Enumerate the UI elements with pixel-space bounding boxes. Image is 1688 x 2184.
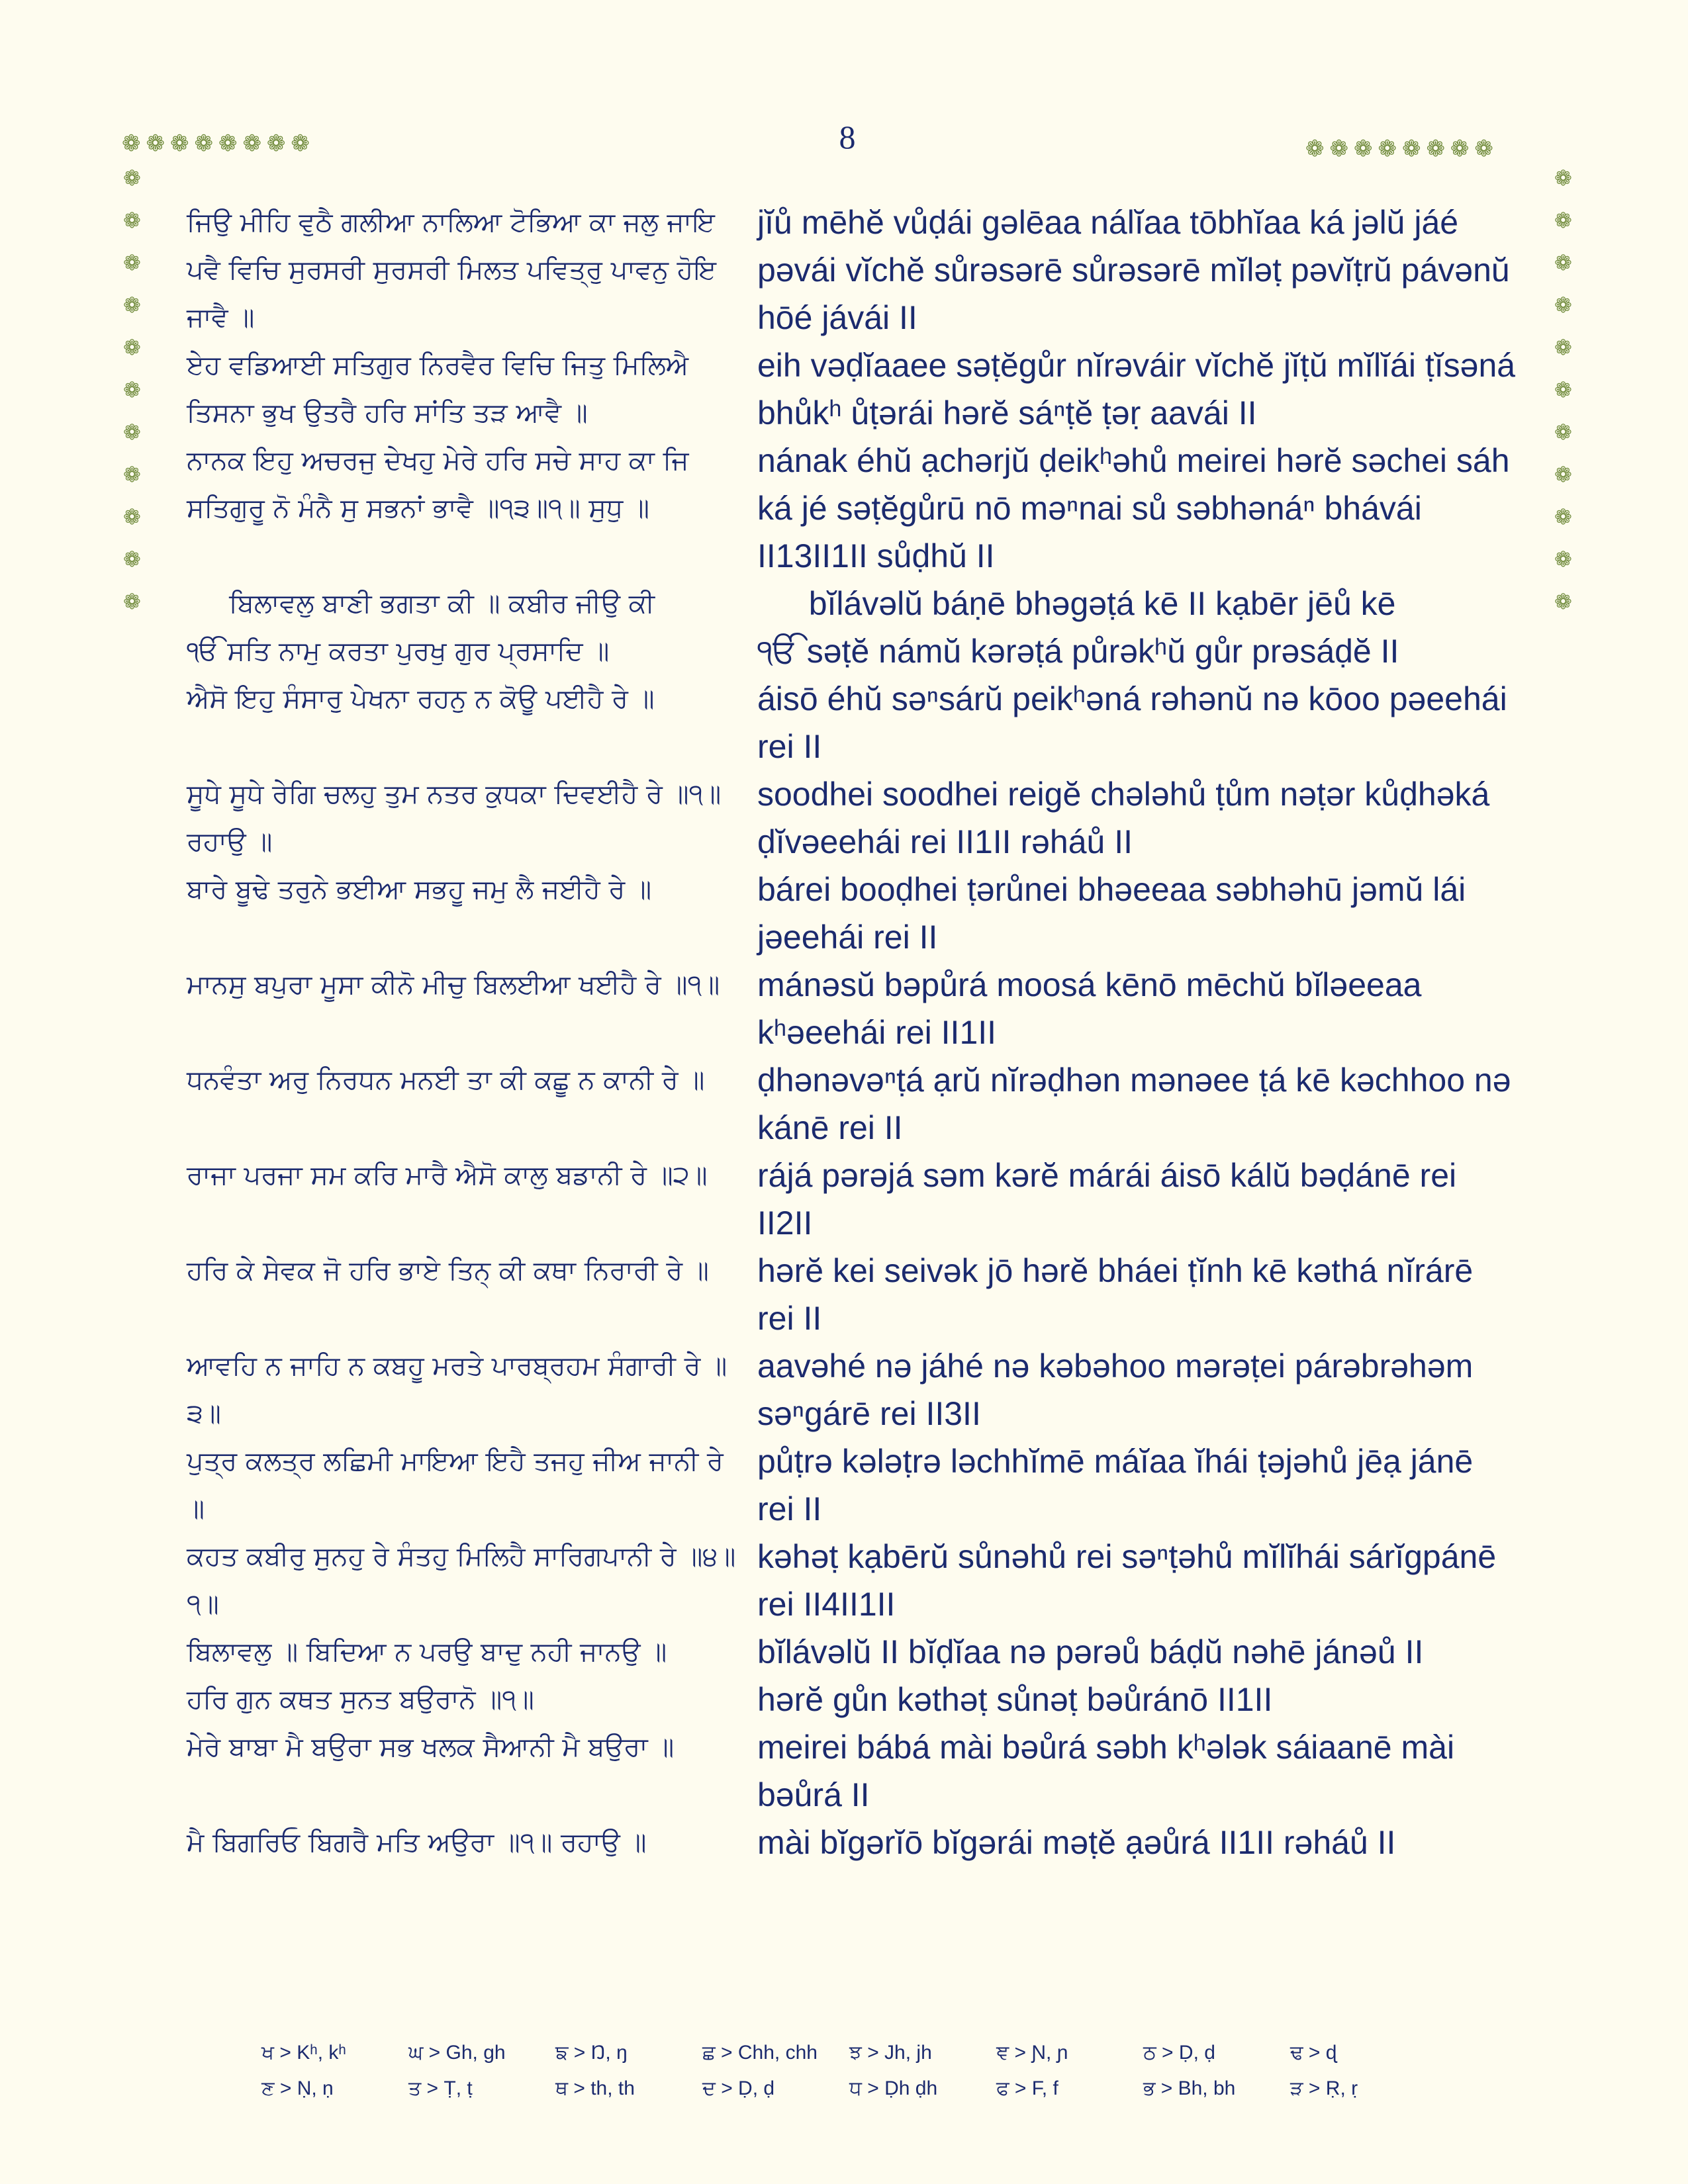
transliteration-text: áisō éhŭ səⁿsárŭ peikʰəná rəhənŭ nə kōoo pəeehái rei II	[757, 680, 1507, 765]
verse-row	[187, 1676, 1524, 1723]
gurmukhi-text: ਰਾਜਾ ਪਰਜਾ ਸਮ ਕਰਿ ਮਾਰੈ ਐਸੋ ਕਾਲੁ ਬਡਾਨੀ ਰੇ ॥੨॥	[187, 1160, 708, 1191]
legend-item: ਘ > Gh, gh	[408, 2042, 506, 2064]
legend-item: ਦ > Ḍ, ḍ	[702, 2077, 775, 2099]
transliteration-text: rájá pərəjá səm kərĕ márái áisō kálŭ bəḍánē rei II2II	[757, 1157, 1457, 1242]
verse-row	[187, 199, 1524, 341]
transliteration-text: půṭrə kələṭrə ləchhĭmē máĭaa ĭhái ṭəjəhů jēạ jánē rei II	[757, 1443, 1474, 1527]
gurmukhi-text: ੴ ਸਤਿ ਨਾਮੁ ਕਰਤਾ ਪੁਰਖੁ ਗੁਰ ਪ੍ਰਸਾਦਿ ॥	[187, 636, 610, 666]
transliteration-text: bĭlávəlŭ II bĭḍĭaa nə pərəů báḍŭ nəhē jánəů II	[757, 1633, 1424, 1670]
transliteration-text: ੴ səṭĕ námŭ kərəṭá půrəkʰŭ gůr prəsáḍĕ II	[757, 633, 1399, 670]
gurmukhi-text: ਨਾਨਕ ਇਹੁ ਅਚਰਜੁ ਦੇਖਹੁ ਮੇਰੇ ਹਰਿ ਸਚੇ ਸਾਹ ਕਾ ਜਿ ਸਤਿਗੁਰੂ ਨੋ ਮੰਨੈ ਸੁ ਸਭਨਾਂ ਭਾਵੈ ॥੧੩॥੧॥ ਸੁਧੁ ॥	[187, 445, 689, 523]
legend-item: ੜ > Ṛ, ṛ	[1290, 2077, 1358, 2099]
legend-item: ਠ > Ḍ, ḍ	[1143, 2042, 1215, 2064]
verse-row	[187, 1342, 1524, 1437]
legend-row	[261, 2042, 1453, 2077]
transliteration-text: aavəhé nə jáhé nə kəbəhoo mərəṭei párəbrəhəm səⁿgárē rei II3II	[757, 1347, 1474, 1432]
verse-row	[187, 627, 1524, 675]
transliteration-legend	[261, 2042, 1453, 2113]
gurmukhi-text: ਜਿਉ ਮੀਹਿ ਵੁਠੈ ਗਲੀਆ ਨਾਲਿਆ ਟੋਭਿਆ ਕਾ ਜਲੁ ਜਾਇ ਪਵੈ ਵਿਚਿ ਸੁਰਸਰੀ ਸੁਰਸਰੀ ਮਿਲਤ ਪਵਿਤ੍ਰੁ ਪਾਵਨੁ ਹੋਇ ਜਾਵੈ ॥	[187, 207, 717, 333]
verse-table	[187, 199, 1524, 1866]
flower-icon: ❁	[1554, 547, 1572, 571]
verse-row	[187, 580, 1524, 627]
gurmukhi-text: ਹਰਿ ਗੁਨ ਕਥਤ ਸੁਨਤ ਬਉਰਾਨੋ ॥੧॥	[187, 1684, 534, 1715]
legend-item: ਤ > Ṭ, ṭ	[408, 2077, 473, 2099]
gurmukhi-text: ਸੂਧੇ ਸੂਧੇ ਰੇਗਿ ਚਲਹੁ ਤੁਮ ਨਤਰ ਕੁਧਕਾ ਦਿਵਈਹੈ ਰੇ ॥੧॥ ਰਹਾਉ ॥	[187, 779, 722, 857]
gurmukhi-text: ਮੈ ਬਿਗਰਿਓ ਬਿਗਰੈ ਮਤਿ ਅਉਰਾ ॥੧॥ ਰਹਾਉ ॥	[187, 1827, 647, 1858]
verse-row	[187, 866, 1524, 961]
gurmukhi-text: ਆਵਹਿ ਨ ਜਾਹਿ ਨ ਕਬਹੂ ਮਰਤੇ ਪਾਰਬ੍ਰਹਮ ਸੰਗਾਰੀ ਰੇ ॥੩॥	[187, 1351, 727, 1429]
flower-border-top-right: ❁❁❁❁❁❁❁❁	[1305, 136, 1499, 161]
flower-icon: ❁	[123, 420, 141, 444]
verse-row	[187, 675, 1524, 770]
transliteration-text: jĭů mēhĕ vůḍái gəlēaa nálĭaa tōbhĭaa ká jəlŭ jáé pəvái vĭchĕ sůrəsərē sůrəsərē mĭləṭ pəvĭṭrŭ pávənŭ hōé jávái II	[757, 204, 1510, 336]
legend-item: ਞ > Ɲ, ɲ	[996, 2042, 1068, 2064]
transliteration-text: hərĕ gůn kəthəṭ sůnəṭ bəůránō II1II	[757, 1681, 1273, 1718]
gurmukhi-text: ਧਨਵੰਤਾ ਅਰੁ ਨਿਰਧਨ ਮਨਈ ਤਾ ਕੀ ਕਛੂ ਨ ਕਾਨੀ ਰੇ ॥	[187, 1065, 705, 1095]
transliteration-text: bĭlávəlŭ báṇē bhəgəṭá kē II kạbēr jēů kē	[808, 585, 1396, 622]
verse-row	[187, 1533, 1524, 1628]
transliteration-text: hərĕ kei seivək jō hərĕ bháei ṭĭnh kē kəthá nĭrárē rei II	[757, 1252, 1474, 1337]
verse-row	[187, 1437, 1524, 1533]
flower-icon: ❁	[123, 251, 141, 275]
verse-row	[187, 1152, 1524, 1247]
transliteration-text: mánəsŭ bəpůrá moosá kēnō mēchŭ bĭləeeaa kʰəeehái rei II1II	[757, 966, 1422, 1051]
legend-item: ਫ > F, f	[996, 2077, 1058, 2099]
verse-row	[187, 1723, 1524, 1819]
gurmukhi-text: ਪੁਤ੍ਰ ਕਲਤ੍ਰ ਲਛਿਮੀ ਮਾਇਆ ਇਹੈ ਤਜਹੁ ਜੀਅ ਜਾਨੀ ਰੇ ॥	[187, 1446, 724, 1524]
transliteration-text: soodhei soodhei reigĕ chələhů ṭům nəṭər kůḍhəká ḍĭvəeehái rei II1II rəháů II	[757, 776, 1490, 860]
flower-icon: ❁	[1554, 336, 1572, 359]
flower-icon: ❁	[123, 378, 141, 402]
flower-icon: ❁	[1554, 505, 1572, 529]
flower-icon: ❁	[123, 505, 141, 529]
legend-item: ਣ > Ṇ, ṇ	[261, 2077, 334, 2099]
legend-item: ਛ > Chh, chh	[702, 2042, 818, 2064]
flower-icon: ❁	[1554, 420, 1572, 444]
flower-icon: ❁	[123, 208, 141, 232]
legend-item: ਥ > th, th	[555, 2077, 635, 2099]
verse-row	[187, 437, 1524, 580]
legend-item: ਝ > Jh, jh	[849, 2042, 932, 2064]
verse-row	[187, 1628, 1524, 1676]
legend-item: ਖ > Kʰ, kʰ	[261, 2042, 346, 2064]
gurmukhi-text: ਐਸੋ ਇਹੁ ਸੰਸਾਰੁ ਪੇਖਨਾ ਰਹਨੁ ਨ ਕੋਊ ਪਈਹੈ ਰੇ ॥	[187, 684, 655, 714]
verse-row	[187, 341, 1524, 437]
verse-row	[187, 961, 1524, 1056]
transliteration-text: mài bĭgərĭō bĭgərái məṭĕ ạəůrá II1II rəháů II	[757, 1824, 1396, 1861]
flower-icon: ❁	[1554, 293, 1572, 317]
legend-item: ਧ > Ḍh ḍh	[849, 2077, 938, 2099]
flower-icon: ❁	[1554, 208, 1572, 232]
flower-icon: ❁	[123, 547, 141, 571]
transliteration-text: eih vəḍĭaaee səṭĕgůr nĭrəváir vĭchĕ jĭṭŭ mĭlĭái ṭĭsəná bhůkʰ ůṭərái hərĕ sáⁿṭĕ ṭəṛ aavái II	[757, 347, 1516, 432]
flower-icon: ❁	[123, 166, 141, 190]
gurmukhi-text: ਏਹ ਵਡਿਆਈ ਸਤਿਗੁਰ ਨਿਰਵੈਰ ਵਿਚਿ ਜਿਤੁ ਮਿਲਿਐ ਤਿਸਨਾ ਭੁਖ ਉਤਰੈ ਹਰਿ ਸਾਂਤਿ ਤੜ ਆਵੈ ॥	[187, 350, 689, 428]
legend-item: ਭ > Bh, bh	[1143, 2077, 1236, 2099]
gurmukhi-text: ਮੇਰੇ ਬਾਬਾ ਮੈ ਬਉਰਾ ਸਭ ਖਲਕ ਸੈਆਨੀ ਮੈ ਬਉਰਾ ॥	[187, 1732, 675, 1762]
flower-icon: ❁	[1554, 166, 1572, 190]
verse-row	[187, 1247, 1524, 1342]
gurmukhi-text: ਬਿਲਾਵਲੁ ਬਾਣੀ ਭਗਤਾ ਕੀ ॥ ਕਬੀਰ ਜੀਉ ਕੀ	[229, 588, 655, 619]
gurmukhi-text: ਕਹਤ ਕਬੀਰੁ ਸੁਨਹੁ ਰੇ ਸੰਤਹੁ ਮਿਲਿਹੈ ਸਾਰਿਗਪਾਨੀ ਰੇ ॥੪॥੧॥	[187, 1541, 736, 1619]
flower-icon: ❁	[123, 463, 141, 486]
verse-row	[187, 1819, 1524, 1866]
flower-icon: ❁	[123, 590, 141, 614]
legend-item: ਢ > ɖ	[1290, 2042, 1337, 2064]
verse-row	[187, 1056, 1524, 1152]
transliteration-text: kəhəṭ kạbērŭ sůnəhů rei səⁿṭəhů mĭlĭhái sárĭgpánē rei II4II1II	[757, 1538, 1497, 1623]
gurmukhi-text: ਬਿਲਾਵਲੁ ॥ ਬਿਦਿਆ ਨ ਪਰਉ ਬਾਦੁ ਨਹੀ ਜਾਨਉ ॥	[187, 1637, 667, 1667]
legend-row	[261, 2077, 1453, 2113]
flower-icon: ❁	[1554, 463, 1572, 486]
flower-icon: ❁	[1554, 590, 1572, 614]
flower-border-top-left: ❁❁❁❁❁❁❁❁	[122, 131, 315, 156]
flower-icon: ❁	[123, 336, 141, 359]
transliteration-text: nának éhŭ ạchərjŭ ḍeikʰəhů meirei hərĕ səchei sáh ká jé səṭĕgůrū nō məⁿnai sů səbhənáⁿ bhávái II13II1II sůḍhŭ II	[757, 442, 1510, 574]
flower-icon: ❁	[1554, 378, 1572, 402]
verse-row	[187, 770, 1524, 866]
transliteration-text: ḍhənəvəⁿṭá ạrŭ nĭrəḍhən mənəee ṭá kē kəchhoo nə kánē rei II	[757, 1062, 1511, 1146]
gurmukhi-text: ਬਾਰੇ ਬੂਢੇ ਤਰੁਨੇ ਭਈਆ ਸਭਹੂ ਜਮੁ ਲੈ ਜਈਹੈ ਰੇ ॥	[187, 874, 652, 905]
transliteration-text: bárei booḍhei ṭərůnei bhəeeaa səbhəhū jəmŭ lái jəeehái rei II	[757, 871, 1466, 956]
page-number: 8	[839, 118, 856, 156]
flower-icon: ❁	[123, 293, 141, 317]
gurmukhi-text: ਹਰਿ ਕੇ ਸੇਵਕ ਜੋ ਹਰਿ ਭਾਏ ਤਿਨ੍ ਕੀ ਕਥਾ ਨਿਰਾਰੀ ਰੇ ॥	[187, 1255, 709, 1286]
legend-item: ਙ > Ŋ, ŋ	[555, 2042, 628, 2064]
transliteration-text: meirei bábá mài bəůrá səbh kʰələk sáiaanē mài bəůrá II	[757, 1729, 1455, 1813]
gurmukhi-text: ਮਾਨਸੁ ਬਪੁਰਾ ਮੂਸਾ ਕੀਨੋ ਮੀਚੁ ਬਿਲਈਆ ਖਈਹੈ ਰੇ ॥੧॥	[187, 970, 720, 1000]
flower-icon: ❁	[1554, 251, 1572, 275]
